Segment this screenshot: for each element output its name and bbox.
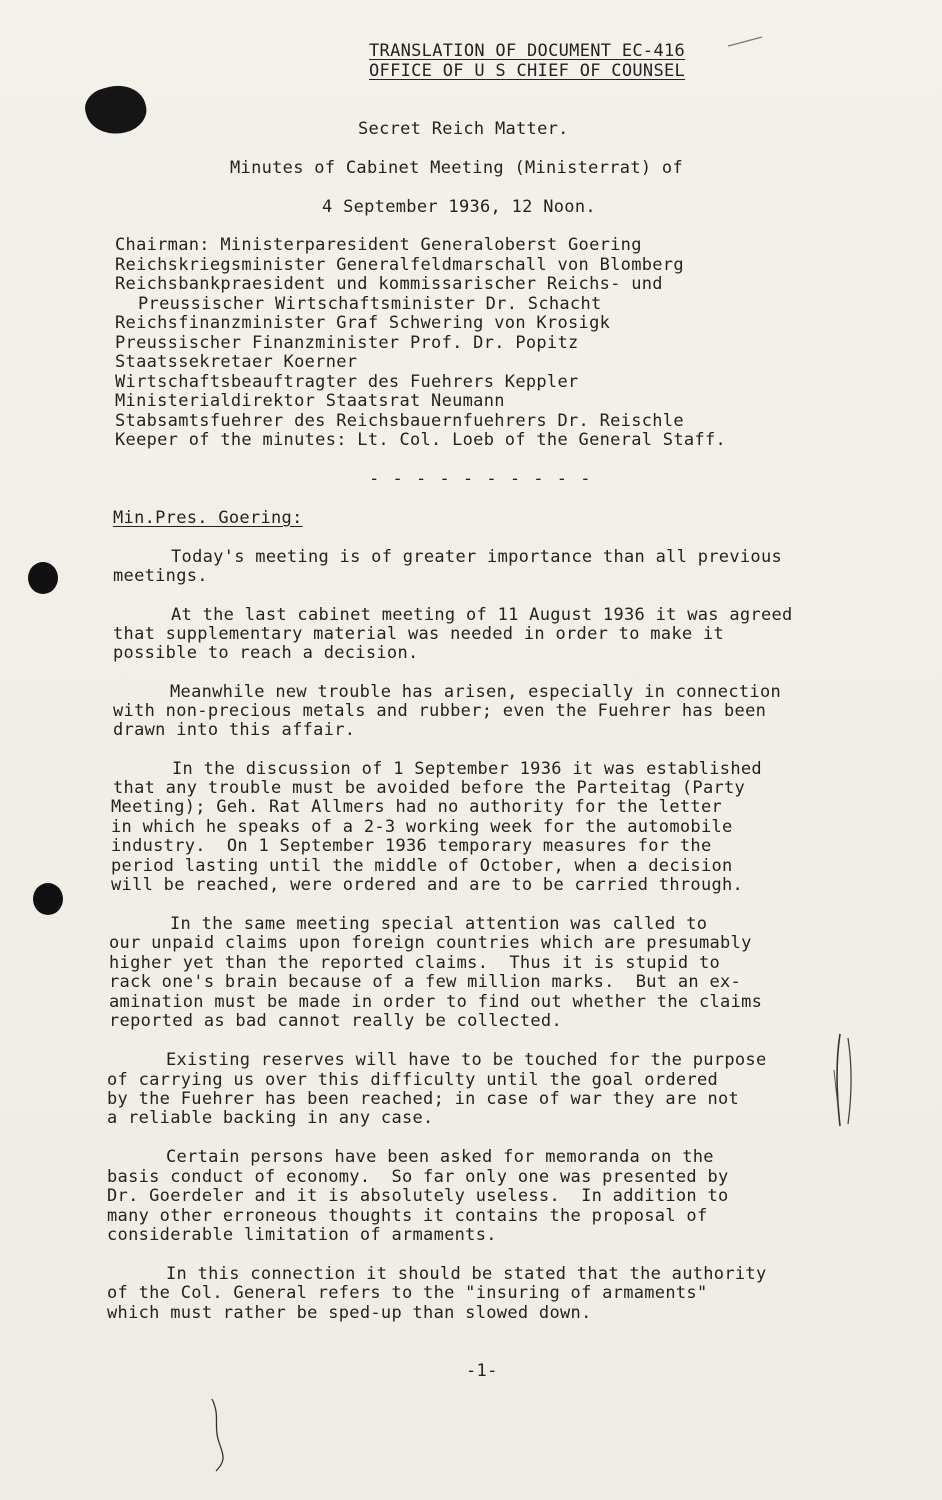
paragraph-line: Certain persons have been asked for memoranda on the — [166, 1147, 714, 1167]
paragraph-line: In the discussion of 1 September 1936 it was established — [172, 759, 762, 779]
attendee-line: Preussischer Wirtschaftsminister Dr. Schacht — [138, 294, 602, 314]
meeting-date: 4 September 1936, 12 Noon. — [322, 197, 596, 217]
paragraph-line: that supplementary material was needed in order to make it — [113, 624, 725, 644]
paragraph-line: At the last cabinet meeting of 11 August 1936 it was agreed — [171, 605, 793, 625]
attendee-line: Stabsamtsfuehrer des Reichsbauernfuehrers Dr. Reischle — [115, 411, 684, 431]
paragraph-line: drawn into this affair. — [113, 720, 356, 740]
paragraph-line: In the same meeting special attention was called to — [170, 914, 708, 934]
header-line-1: TRANSLATION OF DOCUMENT EC-416 — [369, 41, 686, 61]
minutes-title: Minutes of Cabinet Meeting (Ministerrat) of — [230, 158, 683, 178]
paragraph-line: In this connection it should be stated that the authority — [166, 1264, 767, 1284]
paragraph-line: of carrying us over this difficulty until the goal ordered — [107, 1070, 719, 1090]
attendee-line: Chairman: Ministerparesident Generaloberst Goering — [115, 235, 642, 255]
paragraph-line: with non-precious metals and rubber; even the Fuehrer has been — [113, 701, 767, 721]
attendee-line: Wirtschaftsbeauftragter des Fuehrers Keppler — [115, 372, 579, 392]
header-line-2: OFFICE OF U S CHIEF OF COUNSEL — [369, 61, 686, 81]
paragraph-line: period lasting until the middle of October, when a decision — [111, 856, 733, 876]
paragraph-line: Today's meeting is of greater importance than all previous — [171, 547, 783, 567]
paragraph-line: our unpaid claims upon foreign countries which are presumably — [109, 933, 752, 953]
attendee-line: Staatssekretaer Koerner — [115, 352, 358, 372]
paragraph-line: that any trouble must be avoided before the Parteitag (Party — [113, 778, 746, 798]
paragraph-line: meetings. — [113, 566, 208, 586]
attendee-line: Preussischer Finanzminister Prof. Dr. Popitz — [115, 333, 579, 353]
paragraph-line: many other erroneous thoughts it contains the proposal of — [107, 1206, 708, 1226]
pencil-squiggle-mark — [200, 1395, 240, 1475]
section-separator: - - - - - - - - - - — [369, 469, 592, 489]
paragraph-line: rack one's brain because of a few million marks. But an ex- — [109, 972, 742, 992]
paragraph-line: which must rather be sped-up than slowed down. — [107, 1303, 592, 1323]
attendee-line: Keeper of the minutes: Lt. Col. Loeb of the General Staff. — [115, 430, 727, 450]
attendee-line: Ministerialdirektor Staatsrat Neumann — [115, 391, 505, 411]
attendee-line: Reichsfinanzminister Graf Schwering von Krosigk — [115, 313, 611, 333]
classification-title: Secret Reich Matter. — [358, 119, 569, 139]
attendee-line: Reichsbankpraesident und kommissarischer Reichs- und — [115, 274, 663, 294]
paragraph-line: Existing reserves will have to be touched for the purpose — [166, 1050, 767, 1070]
paragraph-line: reported as bad cannot really be collected. — [109, 1011, 562, 1031]
ink-blot-mark — [81, 79, 151, 140]
paragraph-line: higher yet than the reported claims. Thus it is stupid to — [109, 953, 721, 973]
page-number: -1- — [466, 1361, 498, 1381]
paragraph-line: amination must be made in order to find out whether the claims — [109, 992, 763, 1012]
speaker-heading: Min.Pres. Goering: — [113, 508, 303, 528]
punch-hole-top — [28, 562, 58, 594]
paragraph-line: industry. On 1 September 1936 temporary measures for the — [111, 836, 712, 856]
punch-hole-bottom — [33, 883, 63, 915]
paragraph-line: by the Fuehrer has been reached; in case of war they are not — [107, 1089, 740, 1109]
paragraph-line: Meanwhile new trouble has arisen, especially in connection — [170, 682, 782, 702]
paragraph-line: will be reached, were ordered and are to be carried through. — [111, 875, 744, 895]
pencil-check-mark — [726, 34, 766, 52]
paragraph-line: of the Col. General refers to the "insuring of armaments" — [107, 1283, 708, 1303]
paragraph-line: Meeting); Geh. Rat Allmers had no authority for the letter — [111, 797, 723, 817]
paragraph-line: Dr. Goerdeler and it is absolutely useless. In addition to — [107, 1186, 729, 1206]
paragraph-line: basis conduct of economy. So far only one was presented by — [107, 1167, 729, 1187]
attendee-line: Reichskriegsminister Generalfeldmarschall von Blomberg — [115, 255, 684, 275]
margin-bracket-mark — [828, 1030, 864, 1130]
paragraph-line: a reliable backing in any case. — [107, 1108, 434, 1128]
paragraph-line: in which he speaks of a 2-3 working week for the automobile — [111, 817, 733, 837]
paragraph-line: considerable limitation of armaments. — [107, 1225, 497, 1245]
paragraph-line: possible to reach a decision. — [113, 643, 419, 663]
